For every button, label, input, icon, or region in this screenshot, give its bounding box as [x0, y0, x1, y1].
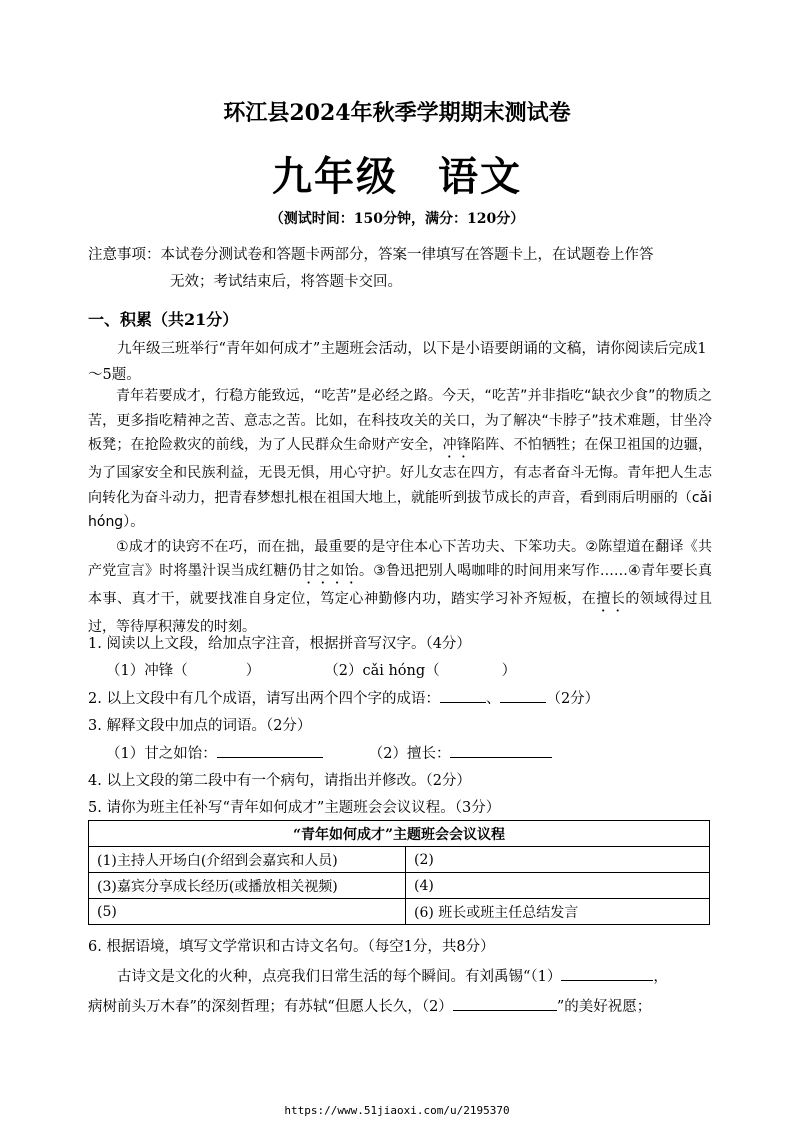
notice-line-1: 本试卷分测试卷和答题卡两部分，答案一律填写在答题卡上，在试题卷上作答	[160, 247, 654, 263]
q1-item-1: （1）冲锋（	[106, 663, 188, 679]
section-heading: 一、积累（共21分）	[88, 310, 239, 329]
agenda-cell-blank[interactable]: (4)	[406, 873, 710, 899]
q2-answer-blank-1[interactable]	[440, 686, 486, 703]
dotted-word-ganzhiruyi: 甘之如饴	[301, 563, 359, 579]
q2-answer-blank-2[interactable]	[500, 686, 546, 703]
agenda-cell-blank[interactable]: (5)	[89, 899, 406, 925]
grade-subject-title	[0, 145, 794, 202]
section-intro: 九年级三班举行“青年如何成才”主题班会活动，以下是小语要朗诵的文稿，请你阅读后完成1～5题。	[88, 341, 707, 383]
reading-passage	[88, 384, 712, 640]
q6-answer-blank-2[interactable]	[453, 994, 557, 1011]
question-6: 6. 根据语境，填写文学常识和古诗文名句。（每空1分，共8分）	[88, 939, 495, 955]
table-row	[89, 873, 710, 899]
subject-label: 语文	[438, 153, 522, 200]
question-5: 5. 请你为班主任补写“青年如何成才”主题班会会议议程。（3分）	[88, 800, 501, 816]
agenda-cell: (6) 班长或班主任总结发言	[406, 899, 710, 925]
notice-block	[88, 242, 712, 296]
agenda-cell-blank[interactable]: (2)	[406, 847, 710, 873]
dotted-word-chongfeng: 冲锋	[442, 437, 472, 453]
notice-line-2: 无效；考试结束后，将答题卡交回。	[170, 274, 402, 290]
q1-item-2: （2）cǎi hóng（	[324, 663, 440, 679]
passage-paragraph-1: 青年若要成才，行稳方能致远，“吃苦”是必经之路。今天，“吃苦”并非指吃“缺衣少食”的物质之苦，更多指吃精神之苦、意志之苦。比如，在科技攻关的关口，为了解决“卡脖子”技术难题，甘坐冷板凳；在抢险救灾的前线，为了人民群众生命财产安全，冲锋陷阵、不怕牺牲；在保卫祖国的边疆，为了国家安全和民族利益，无畏无惧，用心守护。好儿女志在四方，有志者奋斗无悔。青年把人生志向转化为奋斗动力，把青春梦想扎根在祖国大地上，就能听到拔节成长的声音，看到雨后明丽的（cǎi hóng）。	[88, 388, 713, 530]
grade-label: 九年级	[272, 153, 398, 200]
q3-answer-blank-2[interactable]	[450, 741, 552, 758]
question-1-items: （1）冲锋（ ） （2）cǎi hóng（ ）	[106, 663, 517, 679]
agenda-table	[88, 820, 710, 925]
agenda-cell: (1)主持人开场白(介绍到会嘉宾和人员)	[89, 847, 406, 873]
agenda-cell: (3)嘉宾分享成长经历(或播放相关视频)	[89, 873, 406, 899]
q3-answer-blank-1[interactable]	[217, 741, 323, 758]
question-2: 2. 以上文段中有几个成语，请写出两个四个字的成语： 、 （2分）	[88, 686, 718, 712]
exam-time-score: （测试时间：150分钟，满分：120分）	[269, 211, 525, 227]
table-row	[89, 899, 710, 925]
question-1: 1. 阅读以上文段，给加点字注音，根据拼音写汉字。（4分）	[88, 636, 471, 652]
notice-label: 注意事项：	[88, 247, 161, 263]
question-3-items: （1）甘之如饴： （2）擅长：	[88, 741, 718, 767]
table-row	[89, 847, 710, 873]
q6-answer-blank-1[interactable]	[561, 964, 653, 981]
question-3: 3. 解释文段中加点的词语。（2分）	[88, 718, 312, 734]
question-4: 4. 以上文段的第二段中有一个病句，请指出并修改。（2分）	[88, 773, 471, 789]
exam-title: 环江县2024年秋季学期期末测试卷	[223, 100, 571, 126]
footer-url[interactable]: https://www.51jiaoxi.com/u/2195370	[284, 1104, 510, 1117]
passage-paragraph-2: ①成才的诀窍不在巧，而在拙，最重要的是守住本心下苦功夫、下笨功夫。②陈望道在翻译《共产党宣言》时将墨汁误当成红糖仍甘之如饴。③鲁迅把别人喝咖啡的时间用来写作……④青年要长真本事、真才干，就要找准自身定位，笃定心神勤修内功，踏实学习补齐短板，在擅长的领域得过且过，等待厚积薄发的时刻。	[88, 538, 713, 635]
dotted-word-shanchang: 擅长	[596, 591, 626, 607]
agenda-title: “青年如何成才”主题班会会议议程	[89, 821, 710, 847]
poem-fill-paragraph: 古诗文是文化的火种，点亮我们日常生活的每个瞬间。有刘禹锡“（1） ， 病树前头万木春”的深刻哲理；有苏轼“但愿人长久，（2） ”的美好祝愿；	[88, 962, 712, 1022]
